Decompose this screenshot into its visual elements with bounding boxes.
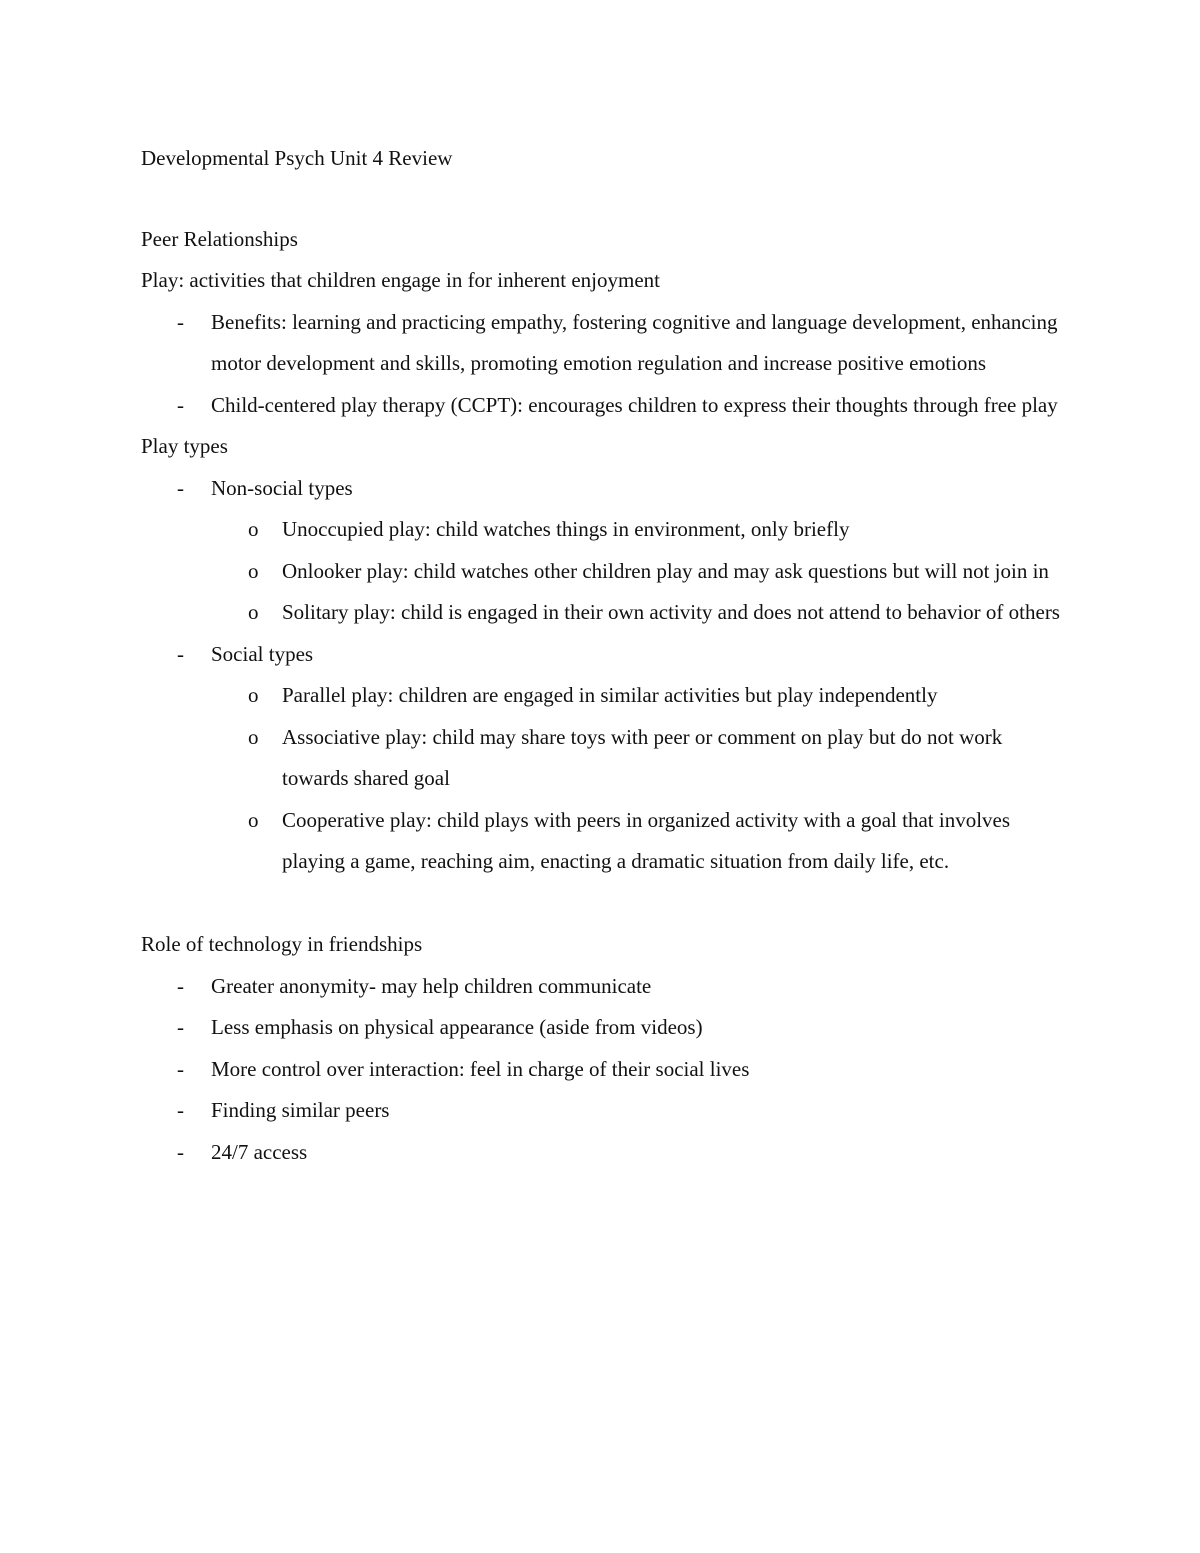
list-item <box>141 1049 1071 1091</box>
heading-technology: Role of technology in friendships <box>141 932 423 956</box>
list-item-text: Finding similar peers <box>211 1098 390 1122</box>
list-item-text: Non-social types <box>211 475 353 500</box>
spacer <box>141 883 1071 925</box>
heading-peer-relationships: Peer Relationships <box>141 226 298 251</box>
list-item-text: Less emphasis on physical appearance (aside from videos) <box>211 1015 703 1039</box>
list-item-text: Child-centered play therapy (CCPT): encourages children to express their thoughts through free play <box>211 392 1058 417</box>
sub-list-item <box>141 800 1071 883</box>
list-item-text: Onlooker play: child watches other children play and may ask questions but will not join in <box>282 558 1049 583</box>
sub-list-item <box>141 717 1071 800</box>
spacer <box>141 180 1071 219</box>
list-item-text: Associative play: child may share toys with peer or comment on play but do not work towards shared goal <box>282 724 1003 790</box>
sub-list-item <box>141 675 1071 717</box>
list-item-text: More control over interaction: feel in charge of their social lives <box>211 1056 750 1081</box>
list-item-text: 24/7 access <box>211 1139 308 1164</box>
sub-list-item <box>141 551 1071 593</box>
list-item <box>141 1090 1071 1132</box>
circle-bullet: o <box>248 807 259 832</box>
play-definition: Play: activities that children engage in for inherent enjoyment <box>141 268 661 292</box>
list-item-text: Benefits: learning and practicing empathy, fostering cognitive and language development, enhancing motor development and skills, promoting emotion regulation and increase positive emotions <box>211 309 1058 375</box>
dash-bullet: - <box>177 392 184 417</box>
list-item-text: Solitary play: child is engaged in their own activity and does not attend to behavior of others <box>282 600 1060 624</box>
heading-play-types: Play types <box>141 434 228 458</box>
dash-bullet: - <box>177 1139 184 1164</box>
dash-bullet: - <box>177 1015 184 1039</box>
dash-bullet: - <box>177 641 184 666</box>
list-item <box>141 1007 1071 1049</box>
list-item-text: Cooperative play: child plays with peers in organized activity with a goal that involves playing a game, reaching aim, enacting a dramatic situation from daily life, etc. <box>282 807 1011 873</box>
list-item <box>141 1132 1071 1174</box>
page-title: Developmental Psych Unit 4 Review <box>141 146 453 170</box>
circle-bullet: o <box>248 517 259 541</box>
dash-bullet: - <box>177 1056 184 1081</box>
list-item-text: Parallel play: children are engaged in similar activities but play independently <box>282 683 938 707</box>
dash-bullet: - <box>177 475 184 500</box>
dash-bullet: - <box>177 1098 184 1122</box>
dash-bullet: - <box>177 309 184 334</box>
list-item-text: Social types <box>211 641 314 666</box>
circle-bullet: o <box>248 558 259 583</box>
circle-bullet: o <box>248 683 259 707</box>
list-item <box>141 302 1071 385</box>
sub-list-item <box>141 509 1071 551</box>
circle-bullet: o <box>248 724 259 749</box>
list-item <box>141 385 1071 427</box>
sub-list-item <box>141 592 1071 634</box>
list-item <box>141 468 1071 510</box>
document-body <box>141 138 1071 1173</box>
list-item-text: Greater anonymity- may help children communicate <box>211 973 652 998</box>
list-item <box>141 966 1071 1008</box>
dash-bullet: - <box>177 973 184 998</box>
circle-bullet: o <box>248 600 259 624</box>
list-item <box>141 634 1071 676</box>
list-item-text: Unoccupied play: child watches things in environment, only briefly <box>282 517 850 541</box>
